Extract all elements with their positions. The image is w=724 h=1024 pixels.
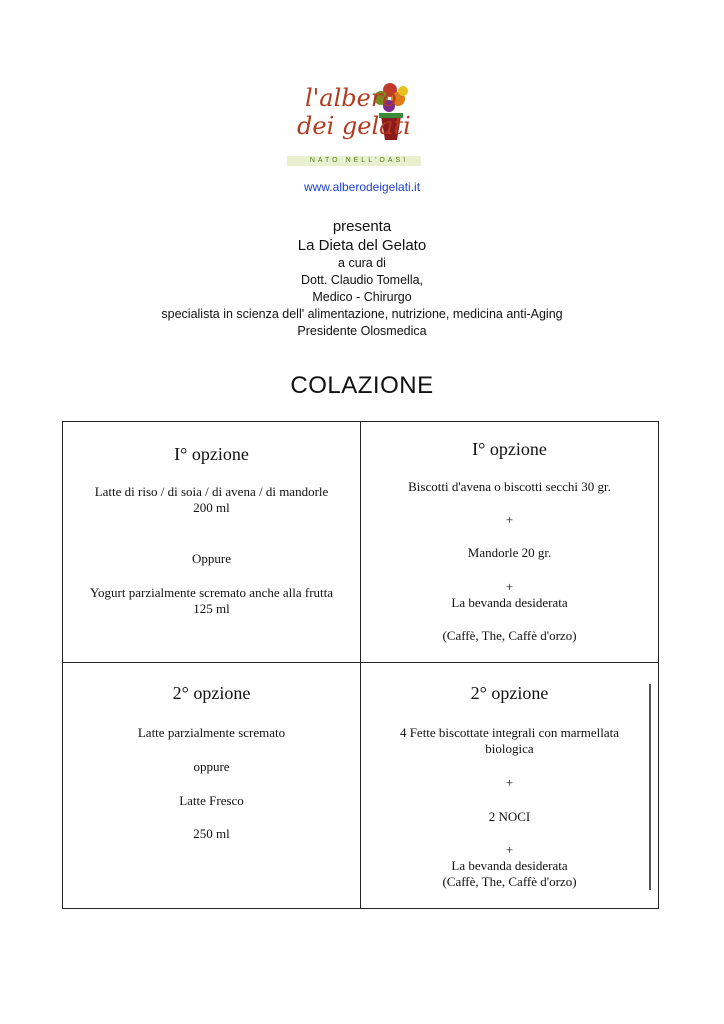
cell-text: + bbox=[505, 842, 514, 857]
cell-text: 250 ml bbox=[193, 826, 230, 841]
intro-block bbox=[0, 217, 724, 340]
cell-text: (Caffè, The, Caffè d'orzo) bbox=[442, 628, 577, 643]
cell-text: Latte Fresco bbox=[179, 793, 244, 808]
intro-doctor: Dott. Claudio Tomella, bbox=[300, 273, 424, 287]
cell-title: 2° opzione bbox=[470, 683, 549, 703]
intro-specialist: specialista in scienza dell' alimentazione, nutrizione, medicina anti-Aging bbox=[161, 307, 563, 321]
cell-text: Yogurt parzialmente scremato anche alla frutta bbox=[89, 585, 334, 600]
logo-line1: l'albero bbox=[305, 84, 397, 112]
logo-line2: dei gelati bbox=[297, 112, 411, 140]
intro-presenta: presenta bbox=[332, 218, 392, 235]
cell-title: 2° opzione bbox=[172, 683, 251, 703]
cell-text: La bevanda desiderata bbox=[451, 858, 568, 873]
intro-a-cura: a cura di bbox=[338, 256, 386, 270]
cell-text: Oppure bbox=[192, 551, 231, 566]
cell-text: Latte di riso / di soia / di avena / di mandorle bbox=[94, 484, 329, 499]
cell-text: 125 ml bbox=[193, 601, 230, 616]
menu-table bbox=[62, 421, 659, 909]
cell-text: Latte parzialmente scremato bbox=[137, 725, 286, 740]
intro-president: Presidente Olosmedica bbox=[297, 324, 427, 338]
intro-role: Medico - Chirurgo bbox=[312, 290, 412, 304]
cell-text: La bevanda desiderata bbox=[451, 595, 568, 610]
cell-text: 4 Fette biscottate integrali con marmellata bbox=[399, 725, 620, 740]
cell-text: oppure bbox=[193, 759, 230, 774]
cell-text: biologica bbox=[485, 741, 534, 756]
cell-title: I° opzione bbox=[472, 439, 547, 459]
cell-text: 200 ml bbox=[193, 500, 230, 515]
table-divider-horizontal bbox=[63, 662, 658, 663]
vertical-rule bbox=[649, 684, 651, 890]
cell-text: Mandorle 20 gr. bbox=[467, 545, 552, 560]
cell-text: + bbox=[505, 512, 514, 527]
website-link[interactable]: www.alberodeigelati.it bbox=[303, 180, 421, 194]
cell-text: + bbox=[505, 775, 514, 790]
cell-text: (Caffè, The, Caffè d'orzo) bbox=[442, 874, 577, 889]
section-heading: COLAZIONE bbox=[290, 372, 434, 399]
intro-title: La Dieta del Gelato bbox=[297, 237, 427, 254]
cell-title: I° opzione bbox=[174, 444, 249, 464]
cell-text: 2 NOCI bbox=[488, 809, 531, 824]
cell-text: + bbox=[505, 579, 514, 594]
logo bbox=[285, 80, 425, 172]
cell-text: Biscotti d'avena o biscotti secchi 30 gr. bbox=[408, 479, 611, 494]
logo-tagline: NATO NELL'OASI bbox=[309, 157, 409, 164]
